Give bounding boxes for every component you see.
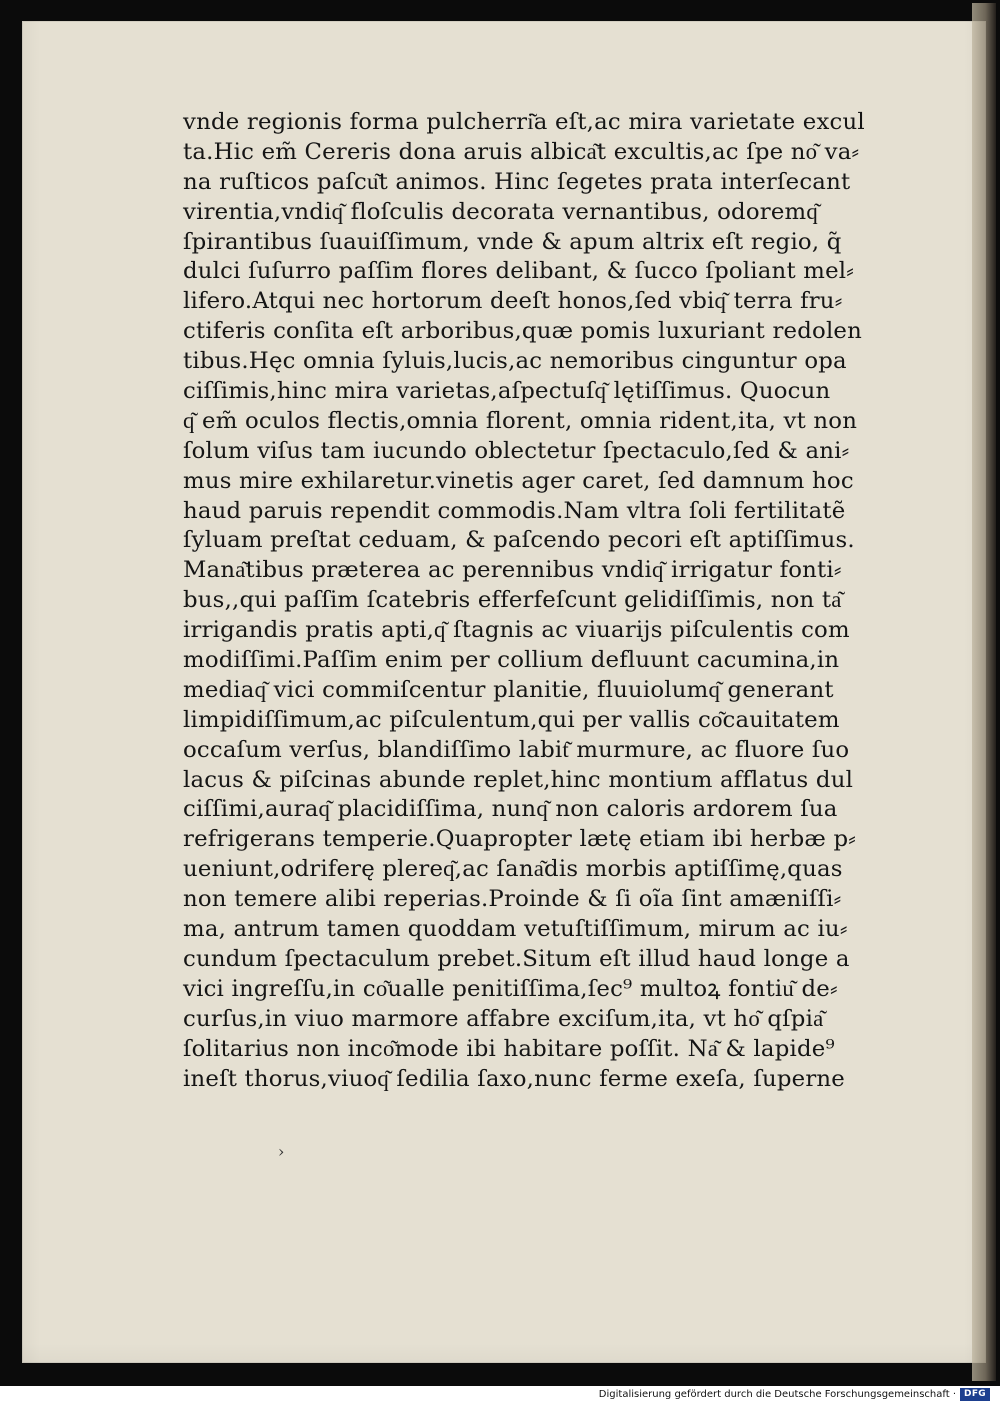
text-line-15: ſyluam preſtat ceduam, & paſcendo pecori eſt aptiſſimus. [183, 527, 855, 554]
text-line-25: refrigerans temperie.Quapropter lætę etiam ibi herbæ p⸗ [183, 826, 857, 853]
footer-credit: Digitalisierung gefördert durch die Deutsche Forschungsgemeinschaft · [598, 1389, 956, 1400]
text-line-18: irrigandis pratis apti,q͂ ſtagnis ac viuarijs piſculentis com [183, 617, 850, 644]
text-line-4: virentia,vndiq͂ floſculis decorata vernantibus, odoremq͂ [183, 198, 818, 225]
text-line-1: vnde regionis forma pulcherri͂a eſt,ac mira varietate excul [183, 109, 865, 135]
text-line-13: mus mire exhilaretur.vinetis ager caret, ſed damnum hoc [183, 467, 854, 494]
text-line-19: modiſſimi.Paſſim enim per collium defluunt cacumina,in [183, 647, 840, 674]
page-edge [972, 3, 996, 1381]
text-line-14: haud paruis rependit commodis.Nam vltra ſoli fertilitatẽ [183, 497, 846, 524]
text-line-6: dulci ſuſurro paſſim flores delibant, & ſucco ſpoliant mel⸗ [183, 258, 855, 285]
text-line-12: ſolum viſus tam iucundo oblectetur ſpectaculo,ſed & ani⸗ [183, 437, 850, 464]
text-line-29: cundum ſpectaculum prebet.Situm eſt illud haud longe a [183, 945, 850, 972]
text-line-9: tibus.Hęc omnia ſyluis,lucis,ac nemoribus cinguntur opa [183, 348, 847, 375]
text-line-30: vici ingreſſu,in co͂ualle penitiſſima,ſec⁹ multoꝝ fontiu͂ de⸗ [183, 975, 838, 1002]
text-line-21: limpidiſſimum,ac piſculentum,qui per vallis co͂cauitatem [183, 706, 840, 733]
text-line-8: ctiferis conſita eſt arboribus,quæ pomis luxuriant redolen [183, 318, 863, 345]
text-line-16: Mana͂tibus præterea ac perennibus vndiq͂ irrigatur fonti⸗ [183, 557, 842, 584]
page-text-block [183, 108, 903, 1094]
text-line-5: ſpirantibus ſuauiſſimum, vnde & apum altrix eſt regio, q̃ [183, 228, 842, 255]
text-line-31: curſus,in viuo marmore affabre exciſum,ita, vt ho͂ qſpia͂ [183, 1005, 824, 1032]
text-line-7: lifero.Atqui nec hortorum deeſt honos,ſed vbiq͂ terra fru⸗ [183, 288, 843, 315]
dfg-logo: DFG [960, 1388, 990, 1401]
text-line-11: q͂ em̃ oculos flectis,omnia florent, omnia rident,ita, vt non [183, 407, 858, 434]
text-line-33: ineſt thorus,viuoq͂ ſedilia ſaxo,nunc ferme exeſa, ſuperne [183, 1065, 845, 1092]
footer-strip [0, 1386, 1000, 1404]
text-line-28: ma, antrum tamen quoddam vetuſtiſſimum, mirum ac iu⸗ [183, 916, 848, 943]
text-line-2: ta.Hic em̃ Cereris dona aruis albica͂t excultis,ac ſpe no͂ va⸗ [183, 138, 860, 165]
text-line-23: lacus & piſcinas abunde replet,hinc montium afflatus dul [183, 766, 854, 793]
text-line-26: ueniunt,odriferę plereq͂,ac ſana͂dis morbis aptiſſimę,quas [183, 856, 843, 883]
text-line-3: na ruſticos paſcu͂t animos. Hinc ſegetes prata interſecant [183, 168, 851, 195]
text-line-27: non temere alibi reperias.Proinde & ſi oĩa ſint amæniſſi⸗ [183, 886, 842, 913]
text-line-10: ciſſimis,hinc mira varietas,aſpectuſq͂ lętiſſimus. Quocun [183, 378, 831, 405]
text-line-22: occaſum verſus, blandiſſimo labit͂ murmure, ac fluore ſuo [183, 736, 850, 763]
text-line-17: bus,,qui paſſim ſcatebris efferfeſcunt gelidiſſimis, non ta͂ [183, 587, 842, 614]
text-line-24: ciſſimi,auraq͂ placidiſſima, nunq͂ non caloris ardorem ſua [183, 796, 838, 823]
margin-mark: › [278, 1142, 285, 1161]
text-line-32: ſolitarius non inco͂mode ibi habitare poſſit. Na͂ & lapide⁹ [183, 1035, 835, 1062]
text-line-20: mediaq͂ vici commiſcentur planitie, fluuiolumq͂ generant [183, 676, 834, 703]
